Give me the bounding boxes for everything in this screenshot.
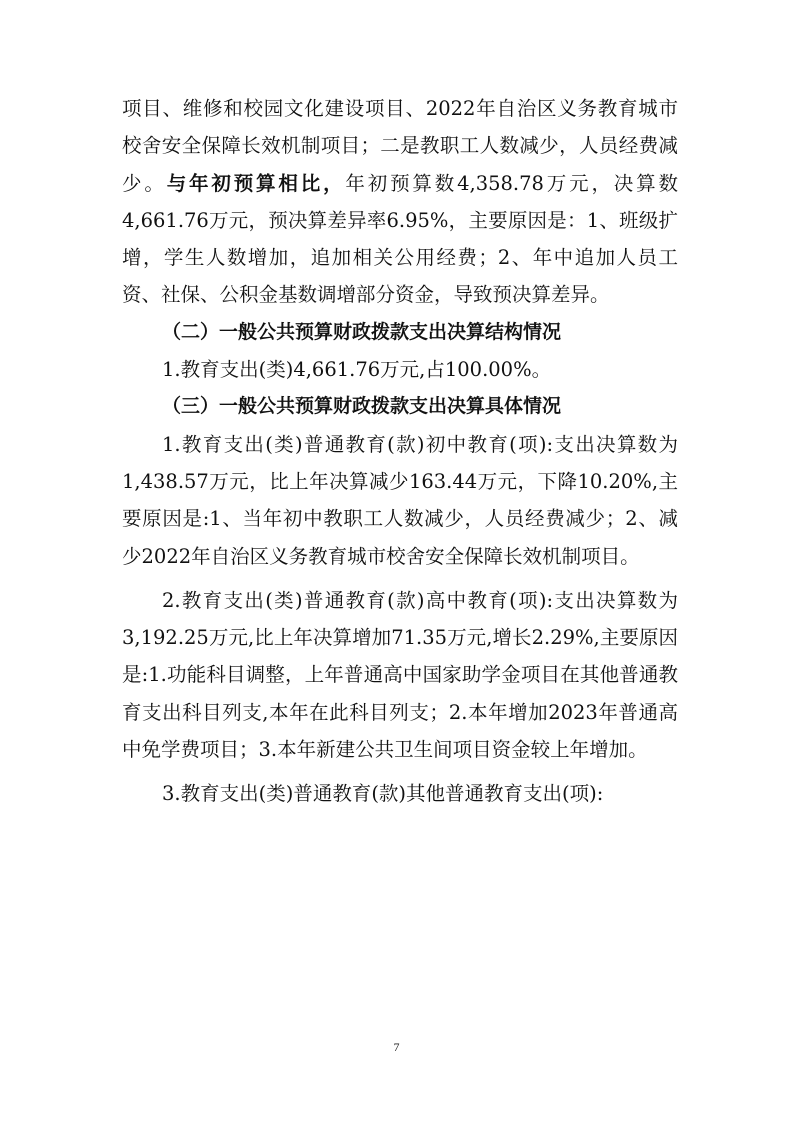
body-text [122, 90, 678, 813]
paragraph-2: 1.教育支出(类)4,661.76万元,占100.00%。 [162, 358, 552, 382]
paragraph-1 [122, 90, 678, 314]
paragraph-1-rest: 年初预算数4,358.78万元，决算数4,661.76万元，预决算差异率6.95%，主要原因是：1、班级扩增，学生人数增加，追加相关公用经费；2、年中追加人员工资、社保、公积金基数调增部分资金，导致预决算差异。 [122, 171, 678, 307]
paragraph-5: 3.教育支出(类)普通教育(款)其他普通教育支出(项): [162, 782, 604, 806]
page-number: 7 [393, 1040, 400, 1054]
heading-2: （二）一般公共预算财政拨款支出决算结构情况 [162, 320, 562, 343]
paragraph-3: 1.教育支出(类)普通教育(款)初中教育(项):支出决算数为1,438.57万元，比上年决算减少163.44万元，下降10.20%,主要原因是:1、当年初中教职工人数减少，人员经费减少；2、减少2022年自治区义务教育城市校舍安全保障长效机制项目。 [122, 432, 678, 568]
heading-3: （三）一般公共预算财政拨款支出决算具体情况 [162, 395, 562, 418]
paragraph-1-text: 项目、维修和校园文化建设项目、2022年自治区义务教育城市校舍安全保障长效机制项目；二是教职工人数减少，人员经费减少。 [122, 97, 678, 195]
paragraph-4: 2.教育支出(类)普通教育(款)高中教育(项):支出决算数为3,192.25万元,比上年决算增加71.35万元,增长2.29%,主要原因是:1.功能科目调整，上年普通高中国家助学金项目在其他普通教育支出科目列支,本年在此科目列支；2.本年增加2023年普通高中免学费项目；3.本年新建公共卫生间项目资金较上年增加。 [122, 588, 678, 762]
paragraph-1-bold: 与年初预算相比， [166, 171, 346, 195]
